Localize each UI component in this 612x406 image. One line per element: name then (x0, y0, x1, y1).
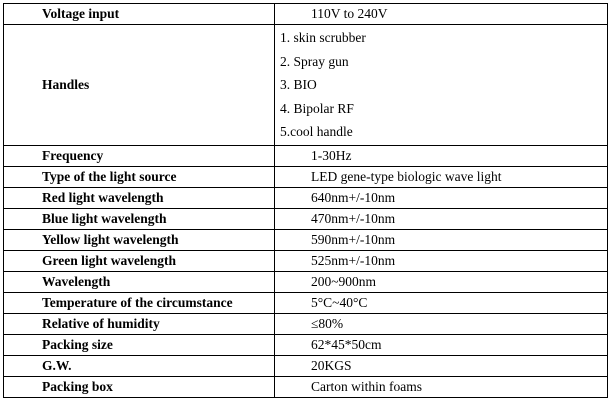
table-row (4, 271, 608, 292)
row-label: Voltage input (4, 4, 275, 25)
table-row (4, 145, 608, 166)
handle-item: 1. skin scrubber (280, 30, 366, 45)
handle-item: 4. Bipolar RF (280, 100, 354, 116)
row-value: 470nm+/-10nm (275, 208, 608, 229)
handle-item: 2. Spray gun (280, 53, 349, 69)
handle-item: 3. BIO (280, 77, 317, 92)
row-label: Red light wavelength (4, 187, 275, 208)
table-row (4, 208, 608, 229)
row-value: 62*45*50cm (275, 334, 608, 355)
row-label: G.W. (4, 355, 275, 376)
row-value: 590nm+/-10nm (275, 229, 608, 250)
row-value: ≤80% (275, 313, 608, 334)
spec-table (3, 3, 608, 398)
table-row (4, 355, 608, 376)
row-label: Green light wavelength (4, 250, 275, 271)
row-value: 1-30Hz (275, 145, 608, 166)
row-label: Blue light wavelength (4, 208, 275, 229)
row-label: Type of the light source (4, 166, 275, 187)
row-value: 5°C~40°C (275, 292, 608, 313)
row-label: Handles (4, 25, 275, 146)
handle-item: 5.cool handle (280, 124, 353, 139)
row-label: Packing size (4, 334, 275, 355)
row-label: Frequency (4, 145, 275, 166)
table-row-handles (4, 25, 608, 146)
table-row (4, 292, 608, 313)
row-value: LED gene-type biologic wave light (275, 166, 608, 187)
row-value: 640nm+/-10nm (275, 187, 608, 208)
row-label: Temperature of the circumstance (4, 292, 275, 313)
table-row (4, 334, 608, 355)
handles-list (275, 25, 608, 146)
table-row (4, 313, 608, 334)
row-label: Relative of humidity (4, 313, 275, 334)
row-value: 110V to 240V (275, 4, 608, 25)
row-value: Carton within foams (275, 376, 608, 397)
row-label: Packing box (4, 376, 275, 397)
row-value: 525nm+/-10nm (275, 250, 608, 271)
table-row (4, 187, 608, 208)
row-value: 20KGS (275, 355, 608, 376)
table-row (4, 166, 608, 187)
row-label: Yellow light wavelength (4, 229, 275, 250)
table-row (4, 376, 608, 397)
row-label: Wavelength (4, 271, 275, 292)
table-row (4, 250, 608, 271)
table-row (4, 229, 608, 250)
row-value: 200~900nm (275, 271, 608, 292)
table-row (4, 4, 608, 25)
